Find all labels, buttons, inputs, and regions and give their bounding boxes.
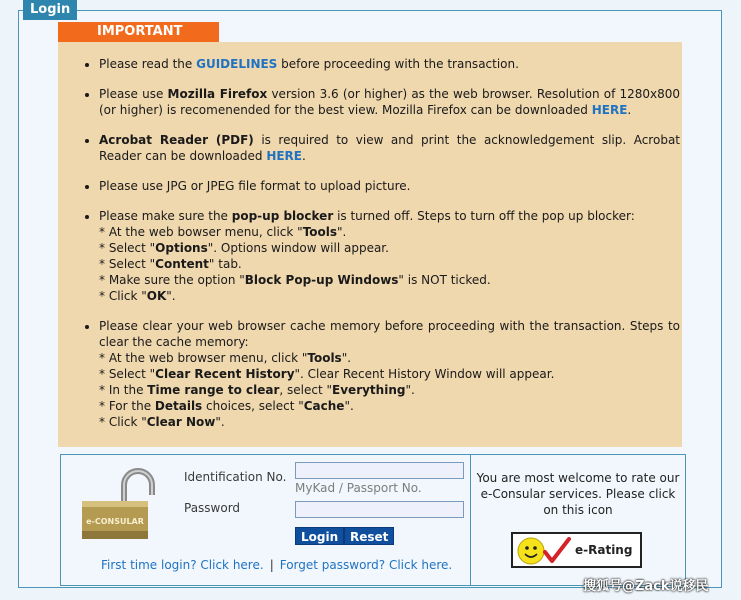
notice-bold: Acrobat Reader (PDF) <box>99 133 254 147</box>
notice-item-cache <box>99 318 680 430</box>
cache-step: * At the web browser menu, click "Tools". <box>99 351 352 365</box>
watermark: 搜狐号@Zack说移民 <box>583 579 709 594</box>
firefox-download-link[interactable]: HERE <box>591 103 628 117</box>
notice-text: Please use <box>99 87 168 101</box>
e-rating-button[interactable] <box>511 532 642 568</box>
cache-step: * In the Time range to clear, select "Everything". <box>99 383 415 397</box>
id-label: Identification No. <box>184 470 287 484</box>
notice-text: . <box>302 149 306 163</box>
popup-step: * At the web bowser menu, click "Tools". <box>99 225 347 239</box>
rating-text: You are most welcome to rate our e-Consular services. Please click on this icon <box>476 471 680 517</box>
reset-button[interactable]: Reset <box>344 527 394 545</box>
popup-step: * Make sure the option "Block Pop-up Windows" is NOT ticked. <box>99 273 491 287</box>
notice-bold: Mozilla Firefox <box>167 87 268 101</box>
notice-text: version 3.6 (or higher) as the web browser. Resolution of 1280x800 (or higher) is recomenended for the best view. Mozilla Firefox can be downloaded <box>99 87 681 117</box>
first-time-login-link[interactable]: First time login? Click here. <box>101 558 264 572</box>
notice-list <box>58 56 680 430</box>
cache-step: * Click "Clear Now". <box>99 415 225 429</box>
notice-text: Please read the <box>99 57 197 71</box>
guidelines-link[interactable]: GUIDELINES <box>196 57 278 71</box>
notice-item-firefox <box>99 86 680 118</box>
cache-step: * Select "Clear Recent History". Clear Recent History Window will appear. <box>99 367 555 381</box>
password-input[interactable] <box>295 501 464 518</box>
login-button[interactable]: Login <box>295 527 344 545</box>
cache-step: * For the Details choices, select "Cache". <box>99 399 354 413</box>
popup-step: * Select "Content" tab. <box>99 257 242 271</box>
login-links <box>101 558 452 572</box>
notice-text: Please use JPG or JPEG file format to upload picture. <box>99 179 411 193</box>
notice-text: before proceeding with the transaction. <box>277 57 519 71</box>
password-label: Password <box>184 501 241 515</box>
acrobat-download-link[interactable]: HERE <box>266 149 302 163</box>
padlock-icon <box>80 467 164 543</box>
smiley-check-icon <box>515 534 571 568</box>
e-rating-label: e-Rating <box>575 543 633 557</box>
notice-text: is turned off. Steps to turn off the pop up blocker: <box>333 209 635 223</box>
notice-text: Please clear your web browser cache memory before proceeding with the transaction. Steps to clear the cache memory: <box>99 319 680 349</box>
notice-item-popup <box>99 208 680 304</box>
panel-divider <box>470 454 471 586</box>
id-hint: MyKad / Passport No. <box>295 481 422 495</box>
notice-text: Please make sure the <box>99 209 232 223</box>
link-separator: | <box>269 558 274 572</box>
notice-item-jpg <box>99 178 680 194</box>
notice-bold: pop-up blocker <box>231 209 334 223</box>
notice-text: is required to view and print the acknowledgement slip. Acrobat Reader can be downloaded <box>99 133 680 163</box>
login-tab: Login <box>23 0 77 20</box>
notice-item-guidelines <box>99 56 680 72</box>
forgot-password-link[interactable]: Forget password? Click here. <box>279 558 453 572</box>
important-notice <box>58 42 682 447</box>
lock-label: e-CONSULAR <box>86 517 144 526</box>
popup-step: * Select "Options". Options window will appear. <box>99 241 389 255</box>
notice-item-acrobat <box>99 132 680 164</box>
important-header: IMPORTANT <box>58 22 219 42</box>
identification-input[interactable] <box>295 462 464 479</box>
popup-step: * Click "OK". <box>99 289 176 303</box>
notice-text: . <box>627 103 632 117</box>
